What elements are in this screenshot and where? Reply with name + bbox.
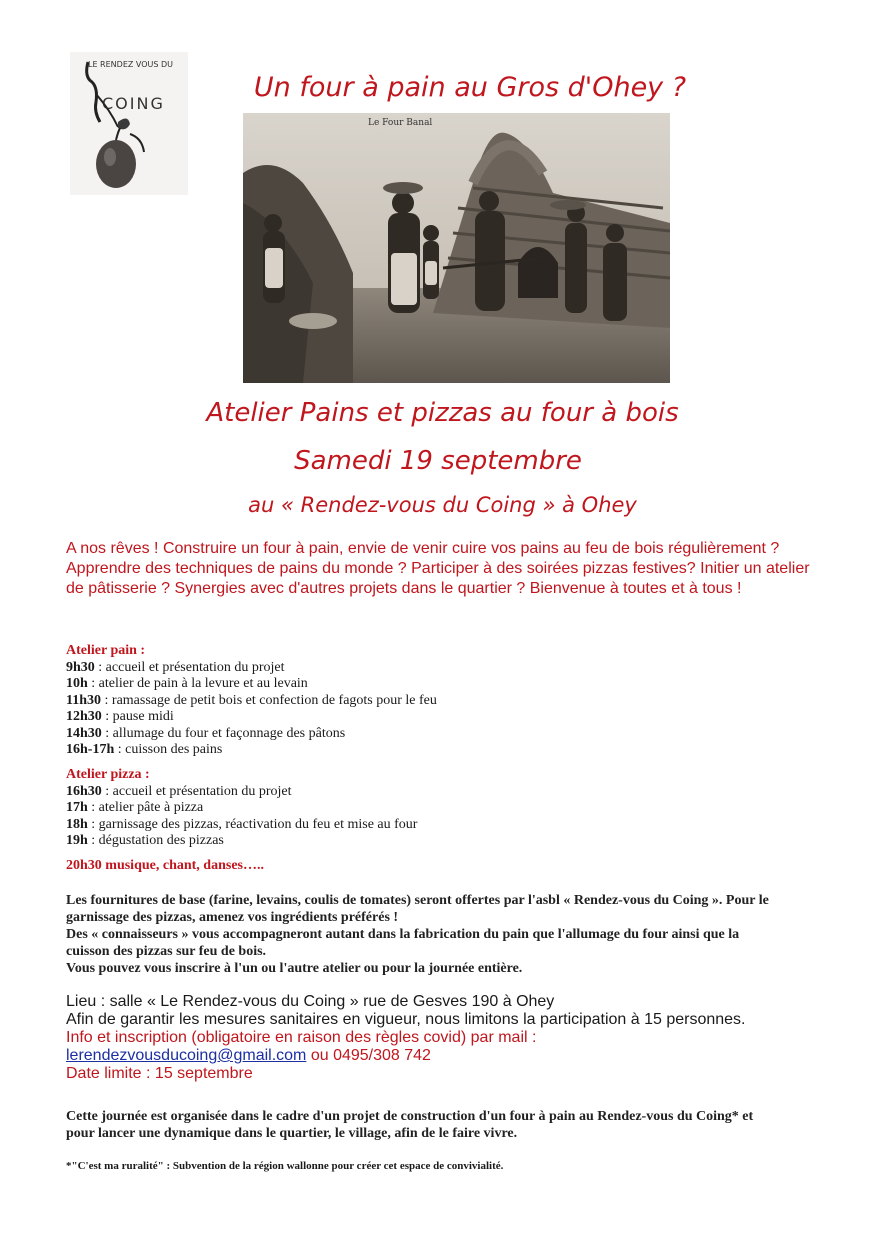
phone-number: ou 0495/308 742	[306, 1047, 431, 1064]
schedule-item: 19h : dégustation des pizzas	[66, 833, 224, 848]
footnote: *"C'est ma ruralité" : Subvention de la région wallonne pour créer cet espace de convivialité.	[66, 1160, 504, 1172]
evening-music: 20h30 musique, chant, danses…..	[66, 858, 264, 873]
event-place: au « Rendez-vous du Coing » à Ohey	[248, 493, 637, 517]
schedule-item: 10h : atelier de pain à la levure et au levain	[66, 676, 308, 691]
deadline: Date limite : 15 septembre	[66, 1065, 253, 1082]
logo-line2: COING	[102, 94, 165, 113]
venue-block	[66, 993, 846, 1083]
pizza-schedule	[66, 767, 666, 850]
closing-paragraph: Cette journée est organisée dans le cadre d'un projet de construction d'un four à pain au Rendez-vous du Coing* et pour lancer une dynamique dans le quartier, le village, afin de le faire vivre.	[66, 1109, 754, 1141]
logo-line1: LE RENDEZ VOUS DU	[88, 60, 174, 69]
workshop-headline: Atelier Pains et pizzas au four à bois	[206, 398, 679, 428]
bread-schedule-heading: Atelier pain :	[66, 643, 146, 658]
registration-info: Info et inscription (obligatoire en raison des règles covid) par mail :	[66, 1029, 537, 1046]
event-date: Samedi 19 septembre	[294, 446, 582, 476]
photo-caption: Le Four Banal	[368, 118, 433, 128]
schedule-item: 12h30 : pause midi	[66, 709, 174, 724]
details-paragraph: Les fournitures de base (farine, levains, coulis de tomates) seront offertes par l'asbl « Rendez-vous du Coing ». Pour le garnissage des pizzas, amenez vos ingrédients préférés ! Des « connaisseurs » vous accompagneront autant dans la fabrication du pain que l'allumage du four ainsi que la cuisson des pizzas sur feu de bois. Vous pouvez vous inscrire à l'un ou l'autre atelier ou pour la journée entière.	[66, 893, 769, 976]
pizza-schedule-heading: Atelier pizza :	[66, 767, 150, 782]
schedule-item: 17h : atelier pâte à pizza	[66, 800, 204, 815]
bread-schedule	[66, 643, 666, 759]
schedule-item: 9h30 : accueil et présentation du projet	[66, 659, 285, 675]
schedule-item: 16h-17h : cuisson des pains	[66, 742, 223, 757]
email-link[interactable]: lerendezvousducoing@gmail.com	[66, 1047, 307, 1064]
bread-oven-photo	[243, 113, 670, 383]
sanitary-notice: Afin de garantir les mesures sanitaires en vigueur, nous limitons la participation à 15 personnes.	[66, 1011, 746, 1028]
schedule-item: 14h30 : allumage du four et façonnage des pâtons	[66, 725, 346, 741]
contact-line	[66, 1047, 846, 1065]
venue-address: Lieu : salle « Le Rendez-vous du Coing » rue de Gesves 190 à Ohey	[66, 993, 555, 1010]
schedule-item: 11h30 : ramassage de petit bois et confection de fagots pour le feu	[66, 692, 437, 708]
intro-paragraph: A nos rêves ! Construire un four à pain, envie de venir cuire vos pains au feu de bois régulièrement ? Apprendre des techniques de pains du monde ? Participer à des soirées pizzas festives? Initier un atelier de pâtisserie ? Synergies avec d'autres projets dans le quartier ? Bienvenue à toutes et à tous !	[66, 540, 810, 597]
page-title: Un four à pain au Gros d'Ohey ?	[253, 72, 687, 103]
schedule-item: 18h : garnissage des pizzas, réactivation du feu et mise au four	[66, 816, 418, 832]
schedule-item: 16h30 : accueil et présentation du projet	[66, 783, 292, 799]
